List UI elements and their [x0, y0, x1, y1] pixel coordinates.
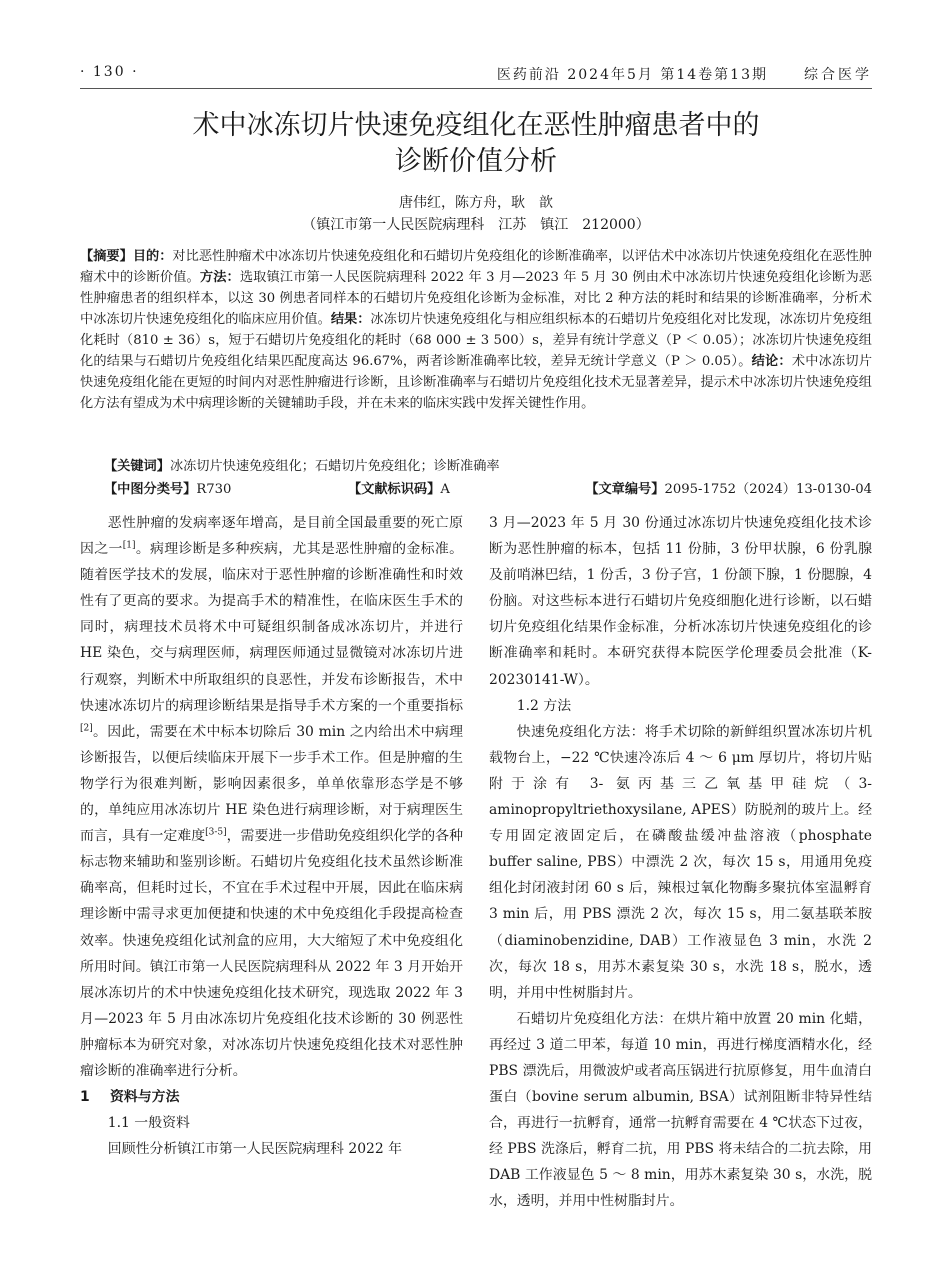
intro-text-a: 恶性肿瘤的发病率逐年增高，是目前全国最重要的死亡原因之一	[80, 515, 463, 558]
affiliation: （镇江市第一人民医院病理科 江苏 镇江 212000）	[302, 217, 650, 233]
general-data-paragraph-start: 回顾性分析镇江市第一人民医院病理科 2022 年	[107, 1141, 403, 1158]
clc-code	[104, 482, 231, 497]
document-code	[348, 478, 450, 497]
doc-value: A	[440, 482, 450, 497]
results-label: 结果：	[330, 312, 371, 327]
intro-text-d: ，需要进一步借助免疫组织化学的各种标志物来辅助和鉴别诊断。石蜡切片免疫组化技术虽然诊断准确率高，但耗时过长，不宜在手术过程中开展，因此在临床病理诊断中需寻求更加便捷和快速的术中免疫组化手段提高检查效率。快速免疫组化试剂盒的应用，大大缩短了术中免疫组化所用时间。镇江市第一人民医院病理科从 2022 年 3 月开始开展冰冻切片的术中快速免疫组化技术研究，现选取 2022 年 3 月—2023 年 5 月由冰冻切片免疫组化技术诊断的 30 例恶性肿瘤标本为研究对象，对冰冻切片快速免疫组化技术对恶性肿瘤诊断的准确率进行分析。	[80, 828, 463, 1079]
authors: 唐伟红，陈方舟，耿 歆	[399, 195, 553, 211]
journal-info	[497, 64, 872, 84]
journal-issue: 医药前沿 2024年5月 第14卷第13期	[496, 67, 768, 83]
objective-label: 目的：	[132, 249, 173, 264]
title-line-1: 术中冰冻切片快速免疫组化在恶性肿瘤患者中的	[192, 110, 760, 141]
citation-3-5[interactable]: [3-5]	[205, 827, 227, 838]
doc-label: 【文献标识码】	[348, 482, 441, 497]
section-1-heading	[80, 1084, 463, 1110]
results-text: 冰冻切片快速免疫组化与相应组织标本的石蜡切片免疫组化对比发现，冰冻切片免疫组化耗时（810 ± 36）s，短于石蜡切片免疫组化的耗时（68 000 ± 3 500）s，差异有统计学意义（P ＜ 0.05）；冰冻切片快速免疫组化的结果与石蜡切片免疫组化结果匹配度高达 96.67%，两者诊断准确率比较，差异无统计学意义（P ＞ 0.05）。	[80, 312, 873, 369]
left-column	[80, 510, 463, 1162]
keywords-label: 【关键词】	[104, 459, 170, 474]
methods-text: 选取镇江市第一人民医院病理科 2022 年 3 月—2023 年 5 月 30 例由术中冰冻切片快速免疫组化诊断为恶性肿瘤患者的组织样本，以这 30 例患者同样本的石蜡切片免疫组化诊断为金标准，对比 2 种方法的耗时和结果的诊断准确率，分析术中冰冻切片快速免疫组化的临床应用价值。	[80, 270, 872, 327]
right-column	[489, 510, 872, 1215]
running-header	[80, 62, 872, 89]
title-line-2: 诊断价值分析	[395, 146, 557, 177]
conclusion-label: 结论：	[751, 354, 792, 369]
subsection-1-2-heading: 1.2 方法	[516, 697, 572, 714]
article-label: 【文章编号】	[585, 482, 665, 497]
abstract-label: 【摘要】	[80, 249, 133, 264]
clc-value: R730	[196, 482, 232, 497]
article-value: 2095-1752（2024）13-0130-04	[664, 482, 872, 497]
objective-text: 对比恶性肿瘤术中冰冻切片快速免疫组化和石蜡切片免疫组化的诊断准确率，以评估术中冰冻切片快速免疫组化在恶性肿瘤术中的诊断价值。	[80, 249, 873, 285]
subsection-1-1-heading: 1.1 一般资料	[107, 1115, 190, 1132]
article-number	[585, 478, 872, 497]
keywords-text: 冰冻切片快速免疫组化；石蜡切片免疫组化；诊断准确率	[169, 459, 500, 474]
intro-paragraph	[80, 510, 463, 1084]
section-1-title: 资料与方法	[110, 1089, 180, 1106]
journal-section: 综合医学	[804, 67, 872, 83]
rapid-ihc-method-paragraph: 快速免疫组化方法：将手术切除的新鲜组织置冰冻切片机载物台上，−22 ℃快速冷冻后 4 ～ 6 μm 厚切片，将切片贴附于涂有 3- 氨丙基三乙氧基甲硅烷（3-aminopropyltriethoxysilane, APES）防脱剂的玻片上。经专用固定液固定后，在磷酸盐缓冲盐溶液（phosphate buffer saline, PBS）中漂洗 2 次，每次 15 s，用通用免疫组化封闭液封闭 60 s 后，辣根过氧化物酶多聚抗体室温孵育 3 min 后，用 PBS 漂洗 2 次，每次 15 s，用二氨基联苯胺（diaminobenzidine, DAB）工作液显色 3 min，水洗 2 次，每次 18 s，用苏木素复染 30 s，水洗 18 s，脱水，透明，并用中性树脂封片。	[489, 723, 872, 1001]
general-data-paragraph-cont: 3 月—2023 年 5 月 30 份通过冰冻切片快速免疫组化技术诊断为恶性肿瘤的标本，包括 11 份肺，3 份甲状腺，6 份乳腺及前哨淋巴结，1 份舌，3 份子宫，1 份颌下腺，1 份腮腺，4 份脑。对这些标本进行石蜡切片免疫细胞化进行诊断，以石蜡切片免疫组化结果作金标准，分析冰冻切片快速免疫组化的诊断准确率和耗时。本研究获得本院医学伦理委员会批准（K-20230141-W）。	[489, 515, 872, 688]
citation-2[interactable]: [2]	[80, 723, 93, 734]
methods-label: 方法：	[199, 270, 240, 285]
keywords	[104, 455, 872, 474]
intro-text-b: 。病理诊断是多种疾病，尤其是恶性肿瘤的金标准。随着医学技术的发展，临床对于恶性肿瘤的诊断准确性和时效性有了更高的要求。为提高手术的精准性，在临床医生手术的同时，病理技术员将术中可疑组织制备成冰冻切片，并进行 HE 染色，交与病理医师，病理医师通过显微镜对冰冻切片进行观察，判断术中所取组织的良恶性，并发布诊断报告，术中快速冰冻切片的病理诊断结果是指导手术方案的一个重要指标	[80, 541, 463, 714]
section-1-number: 1	[80, 1089, 90, 1106]
citation-1[interactable]: [1]	[122, 540, 136, 551]
clc-label: 【中图分类号】	[104, 482, 197, 497]
paraffin-ihc-method-paragraph: 石蜡切片免疫组化方法：在烘片箱中放置 20 min 化蜡，再经过 3 道二甲苯，每道 10 min，再进行梯度酒精水化，经 PBS 漂洗后，用微波炉或者高压锅进行抗原修复，用牛血清白蛋白（bovine serum albumin, BSA）试剂阻断非特异性结合，再进行一抗孵育，通常一抗孵育需要在 4 ℃状态下过夜，经 PBS 洗涤后，孵育二抗，用 PBS 将未结合的二抗去除，用 DAB 工作液显色 5 ～ 8 min，用苏木素复染 30 s，水洗，脱水，透明，并用中性树脂封片。	[489, 1010, 872, 1210]
intro-text-c: 。因此，需要在术中标本切除后 30 min 之内给出术中病理诊断报告，以便后续临床开展下一步手术工作。但是肿瘤的生物学行为很难判断，影响因素很多，单单依靠形态学是不够的，单纯应用冰冻切片 HE 染色进行病理诊断，对于病理医生而言，具有一定难度	[80, 723, 463, 845]
conclusion-text: 术中冰冻切片快速免疫组化能在更短的时间内对恶性肿瘤进行诊断，且诊断准确率与石蜡切片免疫组化技术无显著差异，提示术中冰冻切片快速免疫组化方法有望成为术中病理诊断的关键辅助手段，并在未来的临床实践中发挥关键性作用。	[80, 354, 873, 411]
abstract	[80, 246, 872, 414]
article-title	[80, 108, 872, 180]
page-number: · 130 ·	[80, 64, 139, 80]
classification-line	[104, 478, 872, 498]
